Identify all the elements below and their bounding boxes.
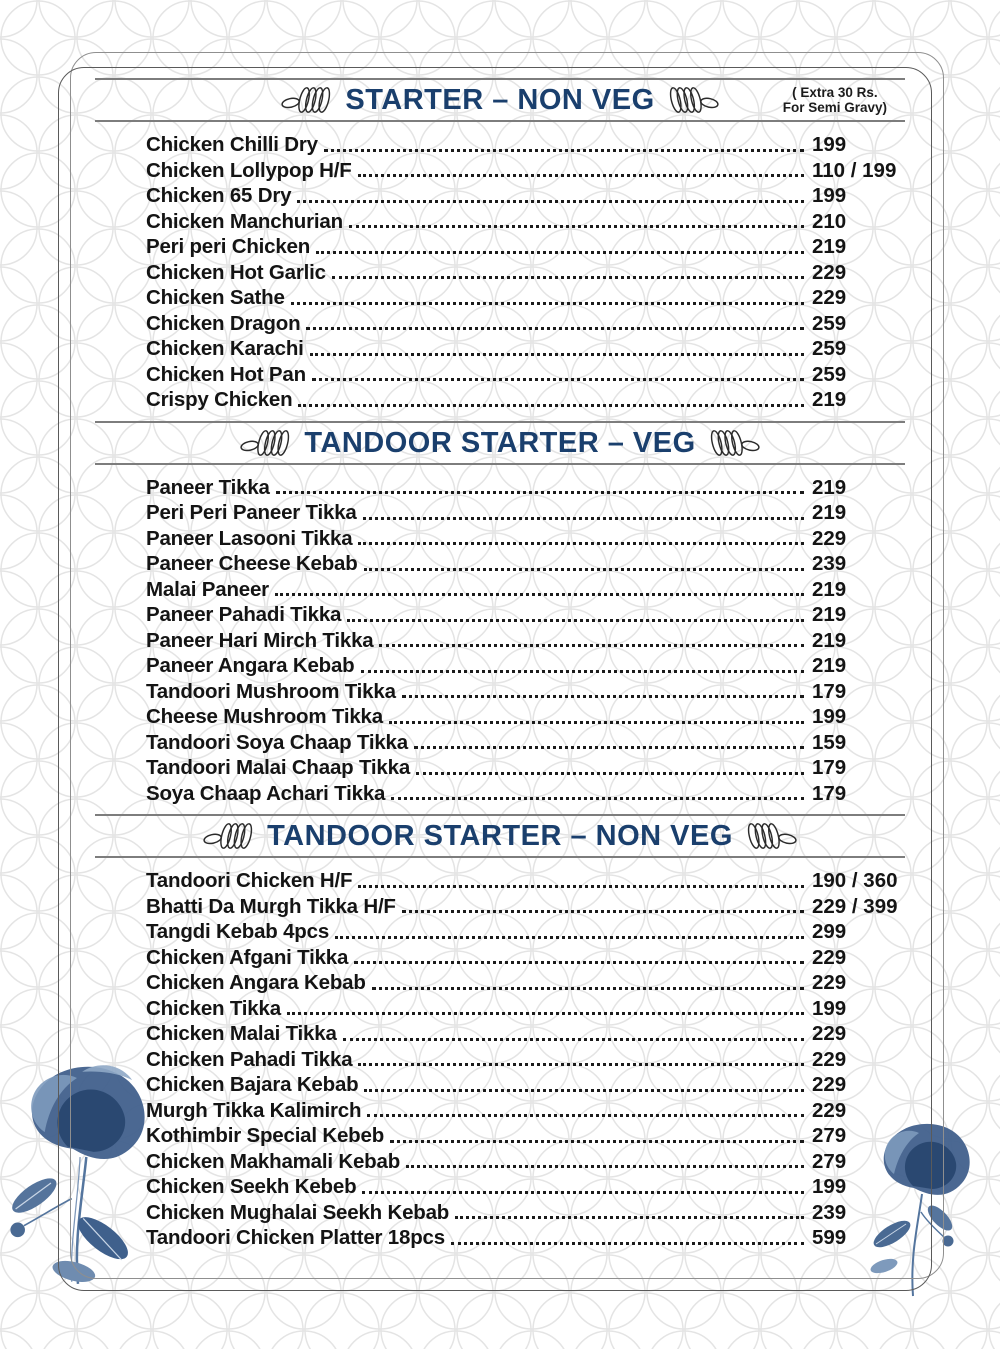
item-name: Tandoori Soya Chaap Tikka xyxy=(146,730,408,754)
menu-item-row xyxy=(95,132,905,158)
dotted-leader xyxy=(275,577,804,603)
dotted-leader xyxy=(416,755,804,781)
section-title: TANDOOR STARTER – NON VEG xyxy=(267,820,733,852)
item-name: Paneer Hari Mirch Tikka xyxy=(146,628,374,652)
dotted-leader xyxy=(362,1174,804,1200)
item-name: Chicken Manchurian xyxy=(146,209,343,233)
section-header xyxy=(95,80,905,120)
menu-section-2 xyxy=(95,421,905,815)
item-price: 159 xyxy=(812,730,847,754)
item-name: Chicken Angara Kebab xyxy=(146,971,366,994)
item-price: 279 xyxy=(812,1149,847,1173)
dotted-leader xyxy=(358,1047,804,1073)
menu-item-row xyxy=(95,183,905,209)
menu-item-row xyxy=(95,653,905,679)
dotted-leader xyxy=(358,526,804,552)
section-title: TANDOOR STARTER – VEG xyxy=(304,426,696,459)
item-price: 229 / 399 xyxy=(812,894,898,918)
item-price: 219 xyxy=(812,235,847,258)
menu-item-row xyxy=(95,781,905,807)
item-price: 229 xyxy=(812,526,847,550)
flourish-left-icon xyxy=(240,426,290,460)
item-price: 229 xyxy=(812,286,847,309)
section-header xyxy=(95,423,905,463)
menu-item-row xyxy=(95,1021,905,1047)
item-name: Soya Chaap Achari Tikka xyxy=(146,781,386,805)
menu-item-row xyxy=(95,679,905,705)
menu-item-row xyxy=(95,209,905,235)
dotted-leader xyxy=(361,653,805,679)
item-price: 219 xyxy=(812,475,847,499)
item-name: Chicken Pahadi Tikka xyxy=(146,1047,353,1071)
menu-item-row xyxy=(95,945,905,971)
item-price: 239 xyxy=(812,552,847,575)
menu-section-3 xyxy=(95,814,905,1259)
dotted-leader xyxy=(364,1072,804,1098)
item-price: 259 xyxy=(812,311,847,335)
dotted-leader xyxy=(324,132,804,158)
menu-item-row xyxy=(95,285,905,311)
item-name: Chicken Chilli Dry xyxy=(146,133,318,156)
item-name: Chicken Karachi xyxy=(146,337,304,360)
flourish-right-icon xyxy=(747,819,797,853)
item-name: Chicken Seekh Kebeb xyxy=(146,1175,357,1198)
menu-item-row xyxy=(95,1174,905,1200)
dotted-leader xyxy=(335,919,804,945)
item-price: 199 xyxy=(812,996,847,1020)
menu-item-row xyxy=(95,1123,905,1149)
item-list xyxy=(95,465,905,815)
dotted-leader xyxy=(358,158,804,184)
dotted-leader xyxy=(379,628,804,654)
menu-item-row xyxy=(95,970,905,996)
item-name: Cheese Mushroom Tikka xyxy=(146,705,383,728)
dotted-leader xyxy=(297,183,804,209)
dotted-leader xyxy=(364,551,804,577)
dotted-leader xyxy=(406,1149,804,1175)
dotted-leader xyxy=(291,285,804,311)
menu-item-row xyxy=(95,260,905,286)
dotted-leader xyxy=(310,336,804,362)
item-price: 219 xyxy=(812,577,847,601)
item-name: Chicken Afgani Tikka xyxy=(146,945,349,969)
item-name: Malai Paneer xyxy=(146,577,269,601)
dotted-leader xyxy=(306,311,804,337)
dotted-leader xyxy=(372,970,804,996)
dotted-leader xyxy=(414,730,804,756)
item-price: 199 xyxy=(812,1175,847,1198)
item-price: 219 xyxy=(812,628,847,652)
item-price: 210 xyxy=(812,209,847,233)
item-name: Chicken Tikka xyxy=(146,996,281,1020)
menu-item-row xyxy=(95,919,905,945)
section-header xyxy=(95,816,905,856)
dotted-leader xyxy=(451,1225,804,1251)
item-list xyxy=(95,858,905,1259)
item-name: Chicken Bajara Kebab xyxy=(146,1073,359,1096)
item-name: Paneer Angara Kebab xyxy=(146,654,355,677)
item-price: 219 xyxy=(812,501,847,524)
item-name: Chicken Mughalai Seekh Kebab xyxy=(146,1200,450,1224)
section-note-line1: ( Extra 30 Rs. xyxy=(792,85,878,100)
item-name: Chicken Makhamali Kebab xyxy=(146,1149,401,1173)
dotted-leader xyxy=(343,1021,804,1047)
menu-item-row xyxy=(95,577,905,603)
dotted-leader xyxy=(363,500,804,526)
item-price: 229 xyxy=(812,1047,847,1071)
item-price: 229 xyxy=(812,945,847,969)
menu-item-row xyxy=(95,500,905,526)
menu-item-row xyxy=(95,1072,905,1098)
item-name: Murgh Tikka Kalimirch xyxy=(146,1098,362,1122)
menu-item-row xyxy=(95,475,905,501)
item-price: 219 xyxy=(812,654,847,677)
dotted-leader xyxy=(402,679,804,705)
dotted-leader xyxy=(332,260,804,286)
item-name: Tandoori Chicken Platter 18pcs xyxy=(146,1226,445,1249)
dotted-leader xyxy=(276,475,804,501)
item-list xyxy=(95,122,905,421)
menu-item-row xyxy=(95,234,905,260)
flourish-right-icon xyxy=(669,83,719,117)
item-price: 199 xyxy=(812,184,847,207)
item-name: Tandoori Chicken H/F xyxy=(146,869,353,892)
item-name: Peri Peri Paneer Tikka xyxy=(146,501,357,524)
menu-item-row xyxy=(95,362,905,388)
item-name: Peri peri Chicken xyxy=(146,235,311,258)
item-price: 299 xyxy=(812,920,847,943)
menu-item-row xyxy=(95,158,905,184)
item-price: 110 / 199 xyxy=(812,158,897,182)
item-name: Crispy Chicken xyxy=(146,388,293,411)
item-price: 219 xyxy=(812,603,847,626)
flourish-right-icon xyxy=(710,426,760,460)
menu-item-row xyxy=(95,387,905,413)
flourish-left-icon xyxy=(281,83,331,117)
menu-item-row xyxy=(95,336,905,362)
menu-item-row xyxy=(95,1200,905,1226)
dotted-leader xyxy=(316,234,804,260)
menu-item-row xyxy=(95,704,905,730)
item-name: Paneer Pahadi Tikka xyxy=(146,603,342,626)
menu-item-row xyxy=(95,730,905,756)
item-price: 179 xyxy=(812,756,847,779)
item-price: 229 xyxy=(812,260,847,284)
menu-item-row xyxy=(95,1098,905,1124)
item-price: 199 xyxy=(812,705,847,728)
dotted-leader xyxy=(367,1098,804,1124)
section-title: STARTER – NON VEG xyxy=(345,84,655,116)
section-note xyxy=(783,85,887,115)
menu-section-1 xyxy=(95,78,905,421)
item-name: Chicken Hot Garlic xyxy=(146,260,326,284)
item-price: 239 xyxy=(812,1200,847,1224)
item-name: Kothimbir Special Kebeb xyxy=(146,1124,385,1147)
menu-item-row xyxy=(95,894,905,920)
item-price: 199 xyxy=(812,133,847,156)
item-price: 190 / 360 xyxy=(812,869,898,892)
item-name: Chicken Dragon xyxy=(146,311,301,335)
menu-item-row xyxy=(95,1149,905,1175)
item-price: 179 xyxy=(812,679,847,703)
item-price: 229 xyxy=(812,1098,847,1122)
dotted-leader xyxy=(298,387,804,413)
item-name: Paneer Lasooni Tikka xyxy=(146,526,353,550)
menu-item-row xyxy=(95,551,905,577)
menu-item-row xyxy=(95,602,905,628)
dotted-leader xyxy=(287,996,804,1022)
item-price: 259 xyxy=(812,337,847,360)
item-name: Tandoori Malai Chaap Tikka xyxy=(146,756,411,779)
menu-item-row xyxy=(95,996,905,1022)
item-name: Paneer Cheese Kebab xyxy=(146,552,358,575)
dotted-leader xyxy=(391,781,804,807)
flourish-left-icon xyxy=(203,819,253,853)
item-name: Chicken Hot Pan xyxy=(146,362,306,386)
item-name: Chicken Malai Tikka xyxy=(146,1022,337,1045)
item-name: Chicken 65 Dry xyxy=(146,184,292,207)
section-note-line2: For Semi Gravy) xyxy=(782,100,887,115)
menu-item-row xyxy=(95,868,905,894)
item-price: 179 xyxy=(812,781,847,805)
item-name: Tandoori Mushroom Tikka xyxy=(146,679,396,703)
item-price: 229 xyxy=(812,1073,847,1096)
item-price: 229 xyxy=(812,971,847,994)
menu-item-row xyxy=(95,1225,905,1251)
dotted-leader xyxy=(358,868,804,894)
item-price: 279 xyxy=(812,1124,847,1147)
item-name: Paneer Tikka xyxy=(146,475,270,499)
menu-item-row xyxy=(95,526,905,552)
item-name: Tangdi Kebab 4pcs xyxy=(146,920,330,943)
menu-item-row xyxy=(95,311,905,337)
menu-item-row xyxy=(95,1047,905,1073)
dotted-leader xyxy=(390,1123,804,1149)
dotted-leader xyxy=(402,894,804,920)
item-name: Bhatti Da Murgh Tikka H/F xyxy=(146,894,396,918)
menu-item-row xyxy=(95,755,905,781)
item-name: Chicken Lollypop H/F xyxy=(146,158,352,182)
item-price: 219 xyxy=(812,388,847,411)
dotted-leader xyxy=(312,362,804,388)
item-price: 599 xyxy=(812,1226,847,1249)
menu-item-row xyxy=(95,628,905,654)
item-name: Chicken Sathe xyxy=(146,286,285,309)
dotted-leader xyxy=(354,945,804,971)
dotted-leader xyxy=(347,602,804,628)
menu-content xyxy=(95,78,905,1259)
dotted-leader xyxy=(455,1200,804,1226)
item-price: 259 xyxy=(812,362,847,386)
dotted-leader xyxy=(389,704,804,730)
item-price: 229 xyxy=(812,1022,847,1045)
dotted-leader xyxy=(349,209,804,235)
